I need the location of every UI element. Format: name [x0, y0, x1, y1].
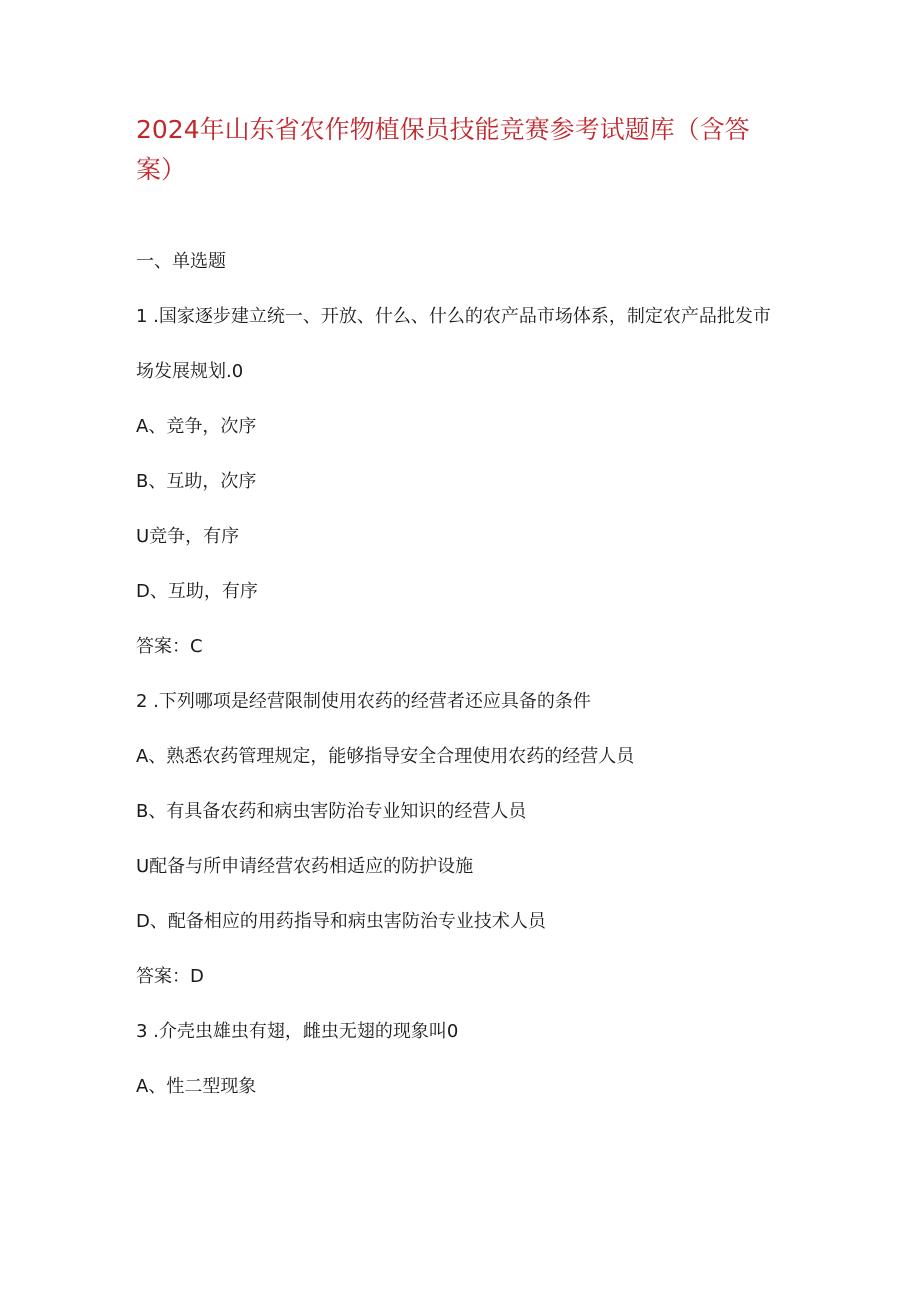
question-1-option-c: U竞争，有序 [136, 526, 240, 547]
question-1-answer: 答案：C [136, 636, 203, 657]
question-1-text-continued: 场发展规划.0 [136, 361, 244, 382]
question-2-option-b: B、有具备农药和病虫害防治专业知识的经营人员 [136, 801, 527, 822]
question-3-option-a: A、性二型现象 [136, 1076, 257, 1097]
document-title: 2024年山东省农作物植保员技能竞赛参考试题库（含答案） [136, 115, 750, 184]
question-3-text: 3 .介壳虫雄虫有翅，雌虫无翅的现象叫0 [136, 1021, 459, 1042]
question-2-option-c: U配备与所申请经营农药相适应的防护设施 [136, 856, 474, 877]
question-2-option-d: D、配备相应的用药指导和病虫害防治专业技术人员 [136, 911, 546, 932]
section-heading: 一、单选题 [136, 251, 226, 272]
question-1-option-d: D、互助，有序 [136, 581, 258, 602]
question-2-text: 2 .下列哪项是经营限制使用农药的经营者还应具备的条件 [136, 691, 591, 712]
question-2-answer: 答案：D [136, 966, 204, 987]
question-2-option-a: A、熟悉农药管理规定，能够指导安全合理使用农药的经营人员 [136, 746, 635, 767]
question-1-text: 1 .国家逐步建立统一、开放、什么、什么的农产品市场体系，制定农产品批发市 [136, 306, 771, 327]
question-1-option-b: B、互助，次序 [136, 471, 257, 492]
question-1-option-a: A、竞争，次序 [136, 416, 257, 437]
